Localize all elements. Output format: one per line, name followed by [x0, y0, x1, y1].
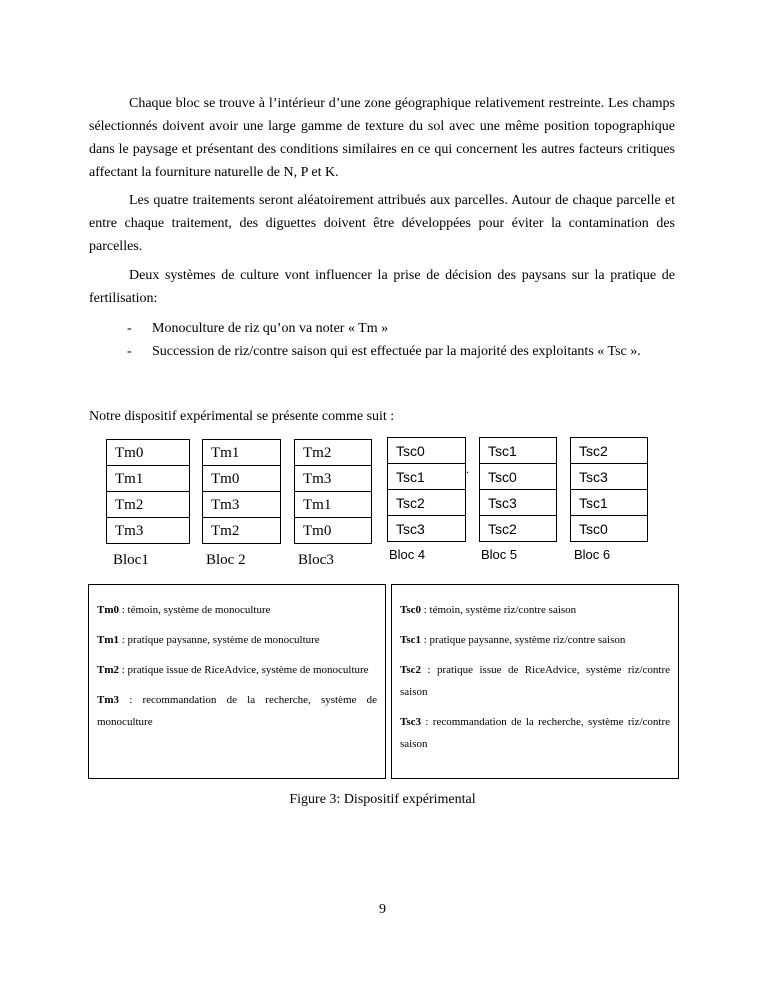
- paragraph-text: Deux systèmes de culture vont influencer la prise de décision des paysans sur la pratique de fertilisation:: [89, 268, 675, 306]
- plot-cell: Tm3: [203, 492, 280, 518]
- legend-item: [400, 659, 670, 703]
- bloc-label: Bloc 2: [206, 552, 246, 568]
- plot-cell: Tsc1: [571, 490, 647, 516]
- legend-code: Tm1: [97, 634, 119, 646]
- legend-code: Tm3: [97, 694, 119, 706]
- dispositif-intro: Notre dispositif expérimental se présente comme suit :: [89, 409, 395, 424]
- page-number: 9: [379, 902, 386, 917]
- bloc-5-grid: [479, 437, 557, 542]
- legend-desc: : témoin, système riz/contre saison: [421, 604, 577, 616]
- plot-cell: Tm1: [107, 466, 189, 492]
- plot-cell: Tm3: [107, 518, 189, 544]
- systems-list: [127, 317, 675, 363]
- plot-cell: Tsc0: [388, 438, 465, 464]
- plot-cell: Tm2: [295, 440, 371, 466]
- plot-cell: Tm3: [295, 466, 371, 492]
- bloc-1-grid: [106, 439, 190, 544]
- paragraph-text: Chaque bloc se trouve à l’intérieur d’une zone géographique relativement restreinte. Les champs sélectionnés doivent avoir une large gamme de texture du sol avec une même position topographique dans le paysage et présentant des conditions similaires en ce qui concernent les autres facteurs critiques affectant la fourniture naturelle de N, P et K.: [89, 96, 675, 180]
- plot-cell: Tsc2: [480, 516, 556, 542]
- plot-cell: Tsc0: [480, 464, 556, 490]
- bloc-2-grid: [202, 439, 281, 544]
- legend-desc: : témoin, système de monoculture: [119, 604, 271, 616]
- list-dash: -: [127, 321, 132, 336]
- paragraph-systemes: [89, 264, 675, 310]
- legend-code: Tsc3: [400, 716, 421, 728]
- legend-item: [97, 659, 377, 681]
- legend-desc: : recommandation de la recherche, système de monoculture: [97, 694, 377, 728]
- bloc-label: Bloc 6: [574, 547, 611, 562]
- legend-desc: : pratique paysanne, système de monoculture: [119, 634, 320, 646]
- plot-cell: Tsc2: [388, 490, 465, 516]
- plot-cell: Tm1: [203, 440, 280, 466]
- legend-code: Tsc2: [400, 664, 421, 676]
- plot-cell: Tsc1: [388, 464, 465, 490]
- paragraph-text: Les quatre traitements seront aléatoirement attribués aux parcelles. Autour de chaque parcelle et entre chaque traitement, des diguettes doivent être développées pour éviter la contamination des parcelles.: [89, 193, 675, 254]
- plot-cell: Tm0: [107, 440, 189, 466]
- plot-cell: Tm0: [203, 466, 280, 492]
- legend-riz-contre-saison: [391, 584, 679, 779]
- legend-desc: : pratique issue de RiceAdvice, système de monoculture: [119, 664, 369, 676]
- bloc-label: Bloc3: [298, 552, 334, 568]
- plot-cell: Tm2: [107, 492, 189, 518]
- plot-cell: Tm2: [203, 518, 280, 544]
- legend-item: [97, 599, 377, 621]
- plot-cell: Tsc3: [388, 516, 465, 542]
- list-item-text: Monoculture de riz qu’on va noter « Tm »: [152, 321, 389, 336]
- figure-caption: Figure 3: Dispositif expérimental: [289, 792, 476, 807]
- bloc-3-grid: [294, 439, 372, 544]
- legend-item: [97, 629, 377, 651]
- legend-desc: : pratique paysanne, système riz/contre saison: [421, 634, 626, 646]
- legend-code: Tm2: [97, 664, 119, 676]
- plot-cell: Tsc3: [571, 464, 647, 490]
- bloc-label: Bloc 4: [389, 547, 426, 562]
- legend-code: Tsc0: [400, 604, 421, 616]
- list-item: [127, 317, 675, 340]
- bloc-label: Bloc1: [113, 552, 149, 568]
- list-dash: -: [127, 344, 132, 359]
- plot-cell: Tsc3: [480, 490, 556, 516]
- legend-code: Tm0: [97, 604, 119, 616]
- bloc-4-grid: [387, 437, 466, 542]
- legend-monoculture: [88, 584, 386, 779]
- legend-item: [97, 689, 377, 733]
- paragraph-bloc-description: [89, 92, 675, 184]
- legend-item: [400, 629, 670, 651]
- legend-code: Tsc1: [400, 634, 421, 646]
- legend-item: [400, 599, 670, 621]
- plot-cell: Tm1: [295, 492, 371, 518]
- paragraph-traitements: [89, 189, 675, 258]
- legend-desc: : recommandation de la recherche, système riz/contre saison: [400, 716, 670, 750]
- list-item: [127, 340, 675, 363]
- plot-cell: Tsc0: [571, 516, 647, 542]
- stray-dot: .: [466, 462, 469, 476]
- plot-cell: Tsc2: [571, 438, 647, 464]
- bloc-label: Bloc 5: [481, 547, 518, 562]
- list-item-text: Succession de riz/contre saison qui est effectuée par la majorité des exploitants « Tsc ».: [152, 344, 641, 359]
- legend-desc: : pratique issue de RiceAdvice, système riz/contre saison: [400, 664, 670, 698]
- legend-item: [400, 711, 670, 755]
- plot-cell: Tm0: [295, 518, 371, 544]
- bloc-6-grid: [570, 437, 648, 542]
- plot-cell: Tsc1: [480, 438, 556, 464]
